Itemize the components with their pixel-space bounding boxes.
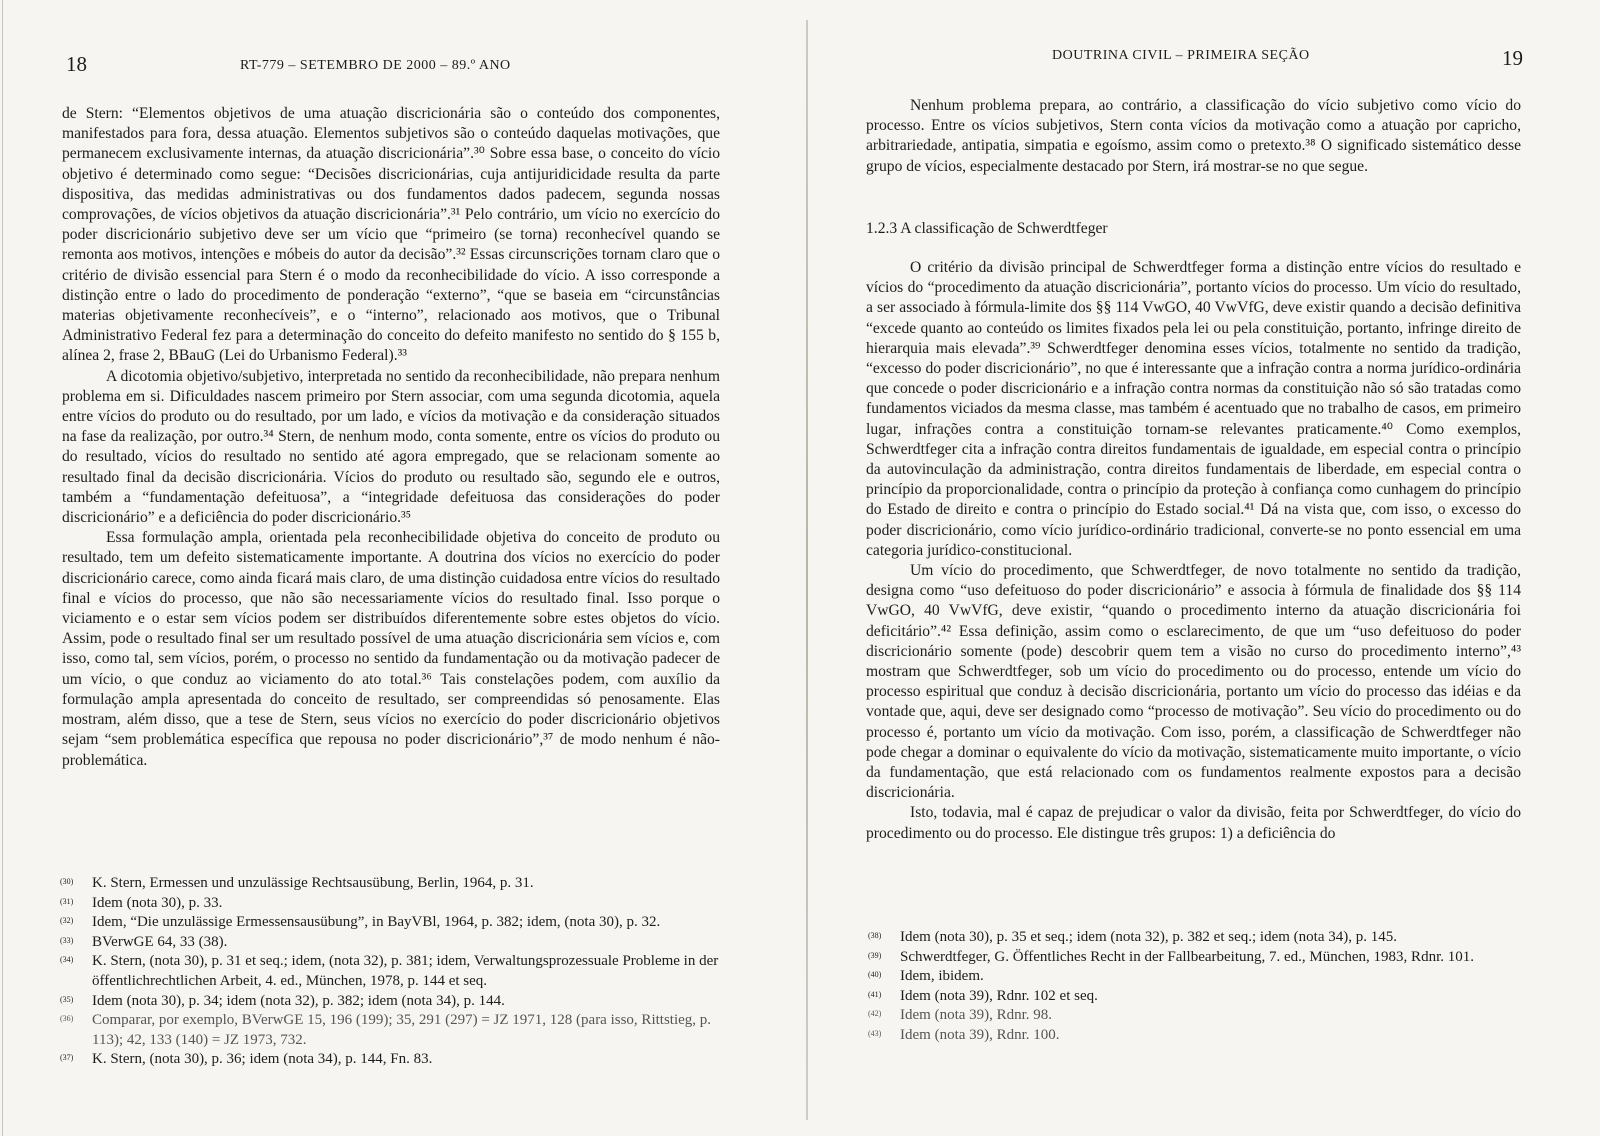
paragraph: A dicotomia objetivo/subjetivo, interpretada no sentido da reconhecibilidade, não prepara nenhum problema em si. Dificuldades nascem primeiro por Stern associar, com uma segunda dicotomia, aquela entre vícios do produto ou do resultado, por um lado, e vícios da motivação e da consideração situados na fase da realização, por outro.³⁴ Stern, de nenhum modo, conta somente, entre os vícios do produto ou do resultado, vícios do resultado no sentido até agora empregado, que se relacionam somente ao resultado final da decisão discricionária. Vícios do produto ou resultado são, segundo ele e outros, também a “fundamentação defeituosa”, a “integridade defeituosa das considerações do poder discricionário” e a deficiência do poder discricionário.³⁵ [62, 367, 720, 527]
footnote: (32) Idem, “Die unzulässige Ermessensausübung”, in BayVBl, 1964, p. 382; idem, (nota 30), p. 32. [60, 914, 661, 931]
right-page [818, 0, 1600, 1136]
footnote: (39) Schwerdtfeger, G. Öffentliches Recht in der Fallbearbeitung, 7. ed., München, 1983, Rdnr. 101. [868, 948, 1474, 965]
footnote: (38) Idem (nota 30), p. 35 et seq.; idem (nota 32), p. 382 et seq.; idem (nota 34), p. 145. [868, 929, 1397, 945]
paragraph: de Stern: “Elementos objetivos de uma atuação discricionária são o conteúdo dos componentes, manifestados para fora, dessa atuação. Elementos subjetivos são o conteúdo daquelas motivações, que permanecem exclusivamente internas, da atuação discricionária”.³⁰ Sobre essa base, o conceito do vício objetivo é determinado como segue: “Decisões discricionárias, cuja antijuridicidade resulta da parte dispositiva, das medidas administrativas ou dos fundamentos dados padecem, segunda nossas comprovações, de vícios objetivos da atuação discricionária”.³¹ Pelo contrário, um vício no exercício do poder discricionário subjetivo deve ser um vício que “primeiro (se torna) reconhecível quando se remonta aos motivos, intenções e móbeis do autor da decisão”.³² Essas circunscrições tornam claro que o critério de divisão essencial para Stern é o modo da reconhecibilidade do vício. A isso corresponde a distinção entre o lado do procedimento de ponderação “externo”, “que se baseia em “circunstâncias materias objetivamente reconhecíveis”, e o “interno”, relacionado aos motivos, que o Tribunal Administrativo Federal fez para a determinação do conceito do defeito manifesto no sentido do § 155 b, alínea 2, frase 2, BBauG (Lei do Urbanismo Federal).³³ [62, 105, 720, 365]
footnote: (35) Idem (nota 30), p. 34; idem (nota 32), p. 382; idem (nota 34), p. 144. [60, 992, 505, 1009]
footnote: (34) K. Stern, (nota 30), p. 31 et seq.; idem, (nota 32), p. 381; idem, Verwaltungsprozessuale Probleme in der öffentlichrechtlichen Arbeit, 4. ed., München, 1978, p. 144 et seq. [60, 953, 719, 989]
footnote: (31) Idem (nota 30), p. 33. [60, 894, 223, 911]
paragraph: Um vício do procedimento, que Schwerdtfeger, de novo totalmente no sentido da tradição, designa como “uso defeituoso do poder discricionário” e associa à fórmula de finalidade dos §§ 114 VwGO, 40 VwVfG, deve existir, “quando o procedimento interno da atuação discricionária foi deficitário”.⁴² Essa definição, assim como o esclarecimento, de que um “uso defeituoso do poder discricionário somente (pode) descobrir quem tem a visão no curso do procedimento interno”,⁴³ mostram que Schwerdtfeger, sob um vício do procedimento ou do processo, entende um vício do processo espiritual que conduz à decisão discricionária, portanto um vício do processo das idéias e da vontade que, aqui, deve ser designado como “processo de motivação”. Seu vício do procedimento ou do processo é, portanto um vício da motivação. Com isso, porém, a classificação de Schwerdtfeger não pode chegar a dominar o equivalente do vício da motivação, sistematicamente muito importante, o vício da fundamentação, que está relacionado com os fundamentos realmente expostos para a decisão discricionária. [866, 562, 1521, 802]
body-text [866, 258, 1521, 844]
footnotes [868, 928, 1520, 1046]
intro-text [866, 96, 1521, 177]
paragraph: Nenhum problema prepara, ao contrário, a classificação do vício subjetivo como vício do processo. Entre os vícios subjetivos, Stern conta vícios da motivação como a atuação por capricho, arbitrariedade, antipatia, simpatia e egoísmo, assim como o pretexto.³⁸ O significado sistemático desse grupo de vícios, especialmente destacado por Stern, irá mostrar-se no que segue. [866, 97, 1521, 175]
footnote: (43) Idem (nota 39), Rdnr. 100. [868, 1026, 1060, 1043]
footnote: (33) BVerwGE 64, 33 (38). [60, 933, 228, 950]
running-head: RT-779 – SETEMBRO DE 2000 – 89.º ANO [240, 58, 511, 73]
footnote: (41) Idem (nota 39), Rdnr. 102 et seq. [868, 987, 1098, 1004]
footnote: (30) K. Stern, Ermessen und unzulässige Rechtsausübung, Berlin, 1964, p. 31. [60, 875, 534, 891]
book-spine [806, 20, 808, 1120]
running-head: DOUTRINA CIVIL – PRIMEIRA SEÇÃO [1052, 48, 1310, 63]
paragraph: Isto, todavia, mal é capaz de prejudicar o valor da divisão, feita por Schwerdtfeger, do vício do procedimento ou do processo. Ele distingue três grupos: 1) a deficiência do [866, 804, 1521, 842]
footnote: (40) Idem, ibidem. [868, 968, 984, 985]
body-text [62, 104, 720, 771]
footnotes [60, 874, 720, 1070]
paragraph: O critério da divisão principal de Schwerdtfeger forma a distinção entre vícios do resultado e vícios do “procedimento da atuação discricionária”, portanto vícios do processo. Um vício do resultado, a ser associado à fórmula-limite dos §§ 114 VwGO, 40 VwVfG, deve existir quando a decisão definitiva “excede quanto ao conteúdo os limites fixados pela lei ou pela constituição, portanto, infringe direito de hierarquia mais elevada”.³⁹ Schwerdtfeger denomina esses vícios, totalmente no sentido da tradição, “excesso do poder discricionário”, no que é interessante que a infração contra a norma jurídico-ordinária que concede o poder discricionário e a infração contra normas da constituição não só são tratadas como fundamentos viciados da mesma classe, mas também é acentuado que no trabalho de casos, em primeiro lugar, infrações contra a constituição tornam-se relevantes praticamente.⁴⁰ Como exemplos, Schwerdtfeger cita a infração contra direitos fundamentais de igualdade, em especial contra o princípio da autovinculação da administração, contra direitos fundamentais de liberdade, em especial contra o princípio da proporcionalidade, contra o princípio da proteção à confiança como cunhagem do princípio do Estado de direito e contra o princípio do Estado social.⁴¹ Dá na vista que, com isso, o excesso do poder discricionário, como vício jurídico-ordinário tradicional, converte-se no ponto essencial em uma categoria jurídico-constitucional. [866, 259, 1521, 559]
paragraph: Essa formulação ampla, orientada pela reconhecibilidade objetiva do conceito de produto ou resultado, tem um defeito sistematicamente importante. A doutrina dos vícios no exercício do poder discricionário carece, como ainda ficará mais claro, de uma distinção cuidadosa entre vícios do resultado final e vícios do processo, que não são necessariamente vícios do resultado final. Isso porque o viciamento e o estar sem vícios podem ser distribuídos diferentemente sobre estes objetos do vício. Assim, pode o resultado final ser um resultado possível de uma atuação discricionária sem vícios e, com isso, como tal, sem vícios, porém, o processo no sentido da fundamentação ou da motivação padecer de um vício, o que conduz ao viciamento do ato total.³⁶ Tais constelações podem, com auxílio da formulação ampla apresentada do conceito de resultado, ser compreendidas só penosamente. Elas mostram, além disso, que a tese de Stern, seus vícios no exercício do poder discricionário objetivos sejam “sem problemática específica que repousa no poder discricionário”,³⁷ de modo nenhum é não-problemática. [62, 529, 720, 769]
section-title: 1.2.3 A classificação de Schwerdtfeger [866, 220, 1108, 237]
footnote: (42) Idem (nota 39), Rdnr. 98. [868, 1007, 1053, 1024]
footnote: (36) Comparar, por exemplo, BVerwGE 15, 196 (199); 35, 291 (297) = JZ 1971, 128 (para isso, Rittstieg, p. 113); 42, 133 (140) = JZ 1973, 732. [60, 1012, 712, 1048]
footnote: (37) K. Stern, (nota 30), p. 36; idem (nota 34), p. 144, Fn. 83. [60, 1051, 433, 1068]
page-number: 19 [1502, 46, 1523, 70]
page-number: 18 [66, 52, 87, 76]
